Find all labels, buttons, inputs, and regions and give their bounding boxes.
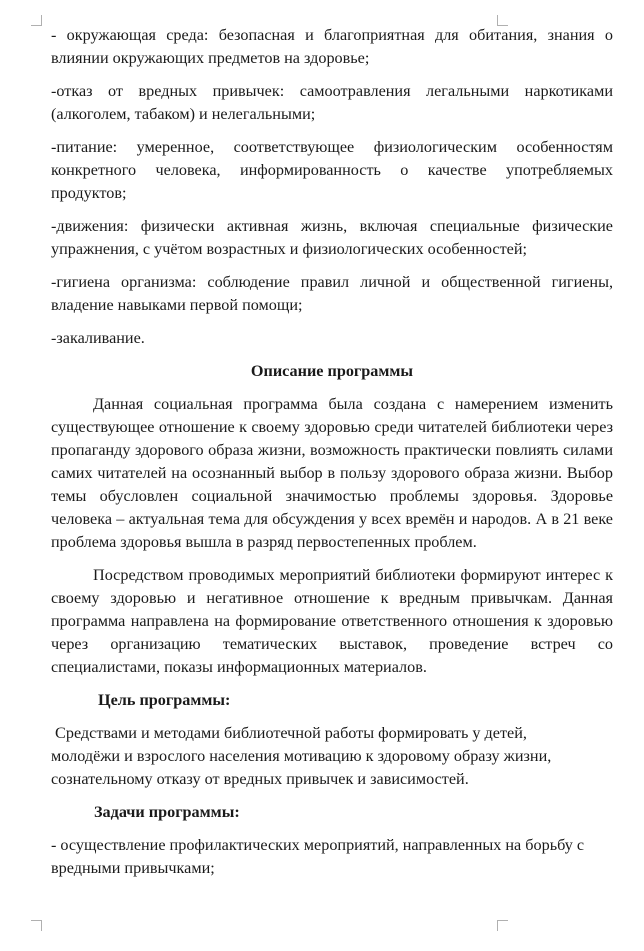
list-item-environment: - окружающая среда: безопасная и благоприятная для обитания, знания о влиянии окружающих предметов на здоровье; — [51, 26, 613, 67]
heading-description: Описание программы — [250, 362, 414, 380]
page-corner-mark-top-left — [31, 15, 42, 26]
heading-goal: Цель программы: — [98, 691, 231, 709]
task-item: - осуществление профилактических мероприятий, направленных на борьбу с вредными привычками; — [51, 836, 585, 877]
heading-tasks: Задачи программы: — [94, 803, 240, 821]
list-item-bad-habits: -отказ от вредных привычек: самоотравления легальными наркотиками (алкоголем, табаком) и нелегальными; — [51, 82, 613, 123]
page-corner-mark-bottom-right — [497, 920, 508, 931]
list-item-hygiene: -гигиена организма: соблюдение правил личной и общественной гигиены, владение навыками первой помощи; — [51, 273, 613, 314]
description-paragraph: Посредством проводимых мероприятий библиотеки формируют интерес к своему здоровью и негативное отношение к вредным привычкам. Данная программа направлена на формирование ответственного отношения к здоровью через организацию тематических выставок, проведение встреч со специалистами, показы информационных материалов. — [51, 566, 613, 676]
list-item-movement: -движения: физически активная жизнь, включая специальные физические упражнения, с учётом возрастных и физиологических особенностей; — [51, 217, 613, 258]
page-corner-mark-bottom-left — [31, 920, 42, 931]
description-paragraph: Данная социальная программа была создана с намерением изменить существующее отношение к своему здоровью среди читателей библиотеки через пропаганду здорового образа жизни, возможность практически повлиять силами самих читателей на осознанный выбор в пользу здорового образа жизни. Выбор темы обусловлен социальной значимостью проблемы здоровья. Здоровье человека – актуальная тема для обсуждения у всех времён и народов. А в 21 веке проблема здоровья вышла в разряд первостепенных проблем. — [51, 395, 613, 551]
list-item-nutrition: -питание: умеренное, соответствующее физиологическим особенностям конкретного человека, информированность о качестве употребляемых продуктов; — [51, 138, 613, 202]
goal-text: Средствами и методами библиотечной работы формировать у детей, молодёжи и взрослого населения мотивацию к здоровому образу жизни, сознательному отказу от вредных привычек и зависимостей. — [51, 724, 556, 788]
list-item-hardening: -закаливание. — [51, 329, 145, 347]
document-page-body — [51, 24, 613, 880]
